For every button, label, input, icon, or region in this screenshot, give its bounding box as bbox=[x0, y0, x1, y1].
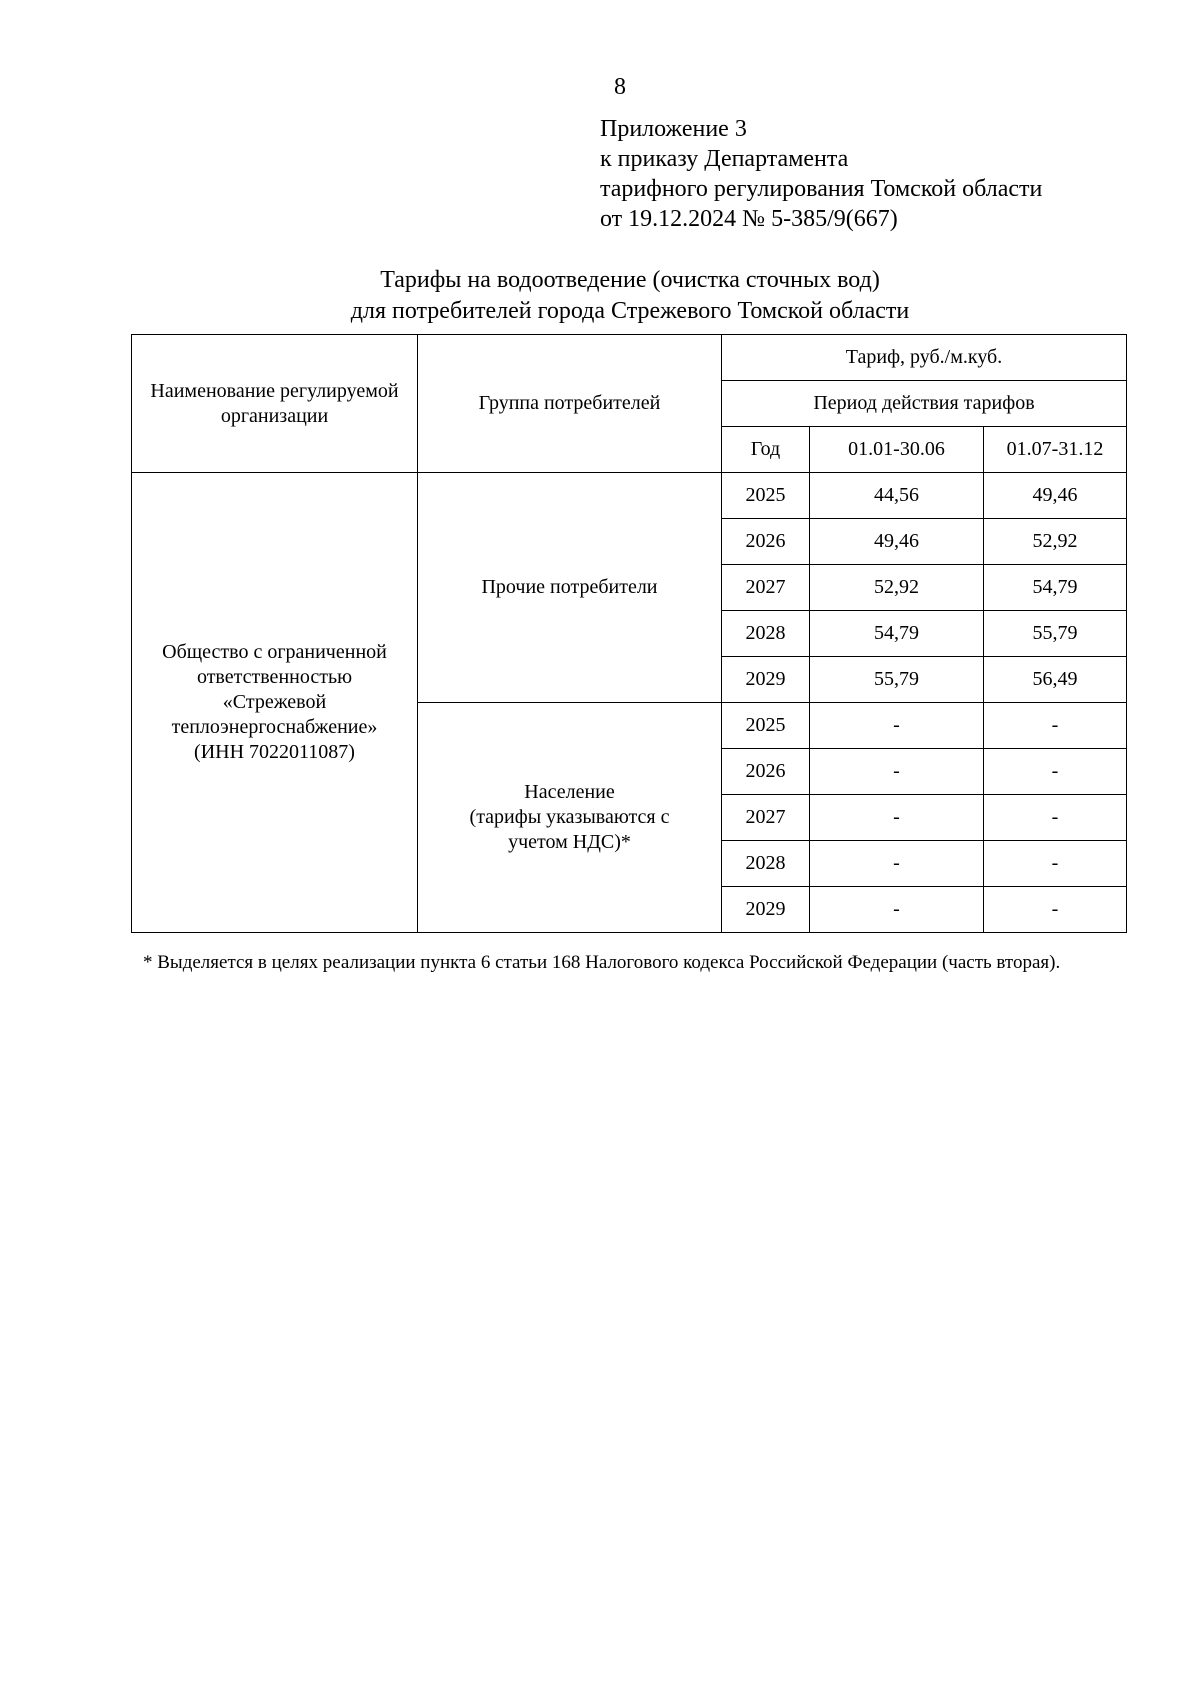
tariff-half1-cell: - bbox=[810, 795, 984, 841]
tariff-half2-cell: - bbox=[984, 795, 1127, 841]
group-population-line: Население bbox=[524, 781, 615, 803]
year-cell: 2027 bbox=[722, 565, 810, 611]
year-cell: 2029 bbox=[722, 887, 810, 933]
header-year: Год bbox=[722, 427, 810, 473]
year-cell: 2029 bbox=[722, 657, 810, 703]
page-number: 8 bbox=[614, 74, 626, 100]
tariff-half2-cell: - bbox=[984, 887, 1127, 933]
organization-cell bbox=[132, 473, 418, 933]
year-cell: 2026 bbox=[722, 749, 810, 795]
organization-line: ответственностью bbox=[196, 666, 353, 688]
tariff-half2-cell: 54,79 bbox=[984, 565, 1127, 611]
title-line: для потребителей города Стрежевого Томской области bbox=[350, 298, 910, 324]
tariff-half2-cell: 52,92 bbox=[984, 519, 1127, 565]
tariff-half1-cell: 54,79 bbox=[810, 611, 984, 657]
table-header-row bbox=[132, 335, 1127, 381]
tariff-half1-cell: - bbox=[810, 749, 984, 795]
title-line: Тарифы на водоотведение (очистка сточных вод) bbox=[380, 267, 880, 293]
tariff-half2-cell: 49,46 bbox=[984, 473, 1127, 519]
header-period: Период действия тарифов bbox=[722, 381, 1127, 427]
organization-line: теплоэнергоснабжение» bbox=[171, 716, 378, 738]
tariff-half2-cell: - bbox=[984, 841, 1127, 887]
group-population-line: учетом НДС)* bbox=[508, 831, 631, 853]
group-population-line: (тарифы указываются с bbox=[469, 806, 670, 828]
tariff-half1-cell: 52,92 bbox=[810, 565, 984, 611]
tariff-table bbox=[131, 334, 1127, 933]
appendix-line: Приложение 3 bbox=[600, 116, 747, 142]
header-half2: 01.07-31.12 bbox=[984, 427, 1127, 473]
header-org-name: Наименование регулируемой организации bbox=[132, 335, 418, 473]
tariff-half1-cell: - bbox=[810, 841, 984, 887]
table-row bbox=[132, 473, 1127, 519]
group-other-consumers: Прочие потребители bbox=[418, 473, 722, 703]
organization-line: (ИНН 7022011087) bbox=[194, 741, 355, 763]
year-cell: 2028 bbox=[722, 841, 810, 887]
year-cell: 2027 bbox=[722, 795, 810, 841]
tariff-half1-cell: 55,79 bbox=[810, 657, 984, 703]
year-cell: 2025 bbox=[722, 473, 810, 519]
year-cell: 2028 bbox=[722, 611, 810, 657]
year-cell: 2025 bbox=[722, 703, 810, 749]
header-tariff: Тариф, руб./м.куб. bbox=[722, 335, 1127, 381]
header-consumer-group: Группа потребителей bbox=[418, 335, 722, 473]
document-title bbox=[130, 265, 1130, 327]
organization-line: Общество с ограниченной bbox=[162, 641, 387, 663]
year-cell: 2026 bbox=[722, 519, 810, 565]
footnote: * Выделяется в целях реализации пункта 6 статьи 168 Налогового кодекса Российской Федерации (часть вторая). bbox=[143, 952, 1061, 973]
tariff-half2-cell: - bbox=[984, 703, 1127, 749]
tariff-half1-cell: - bbox=[810, 703, 984, 749]
organization-line: «Стрежевой bbox=[222, 691, 327, 713]
header-half1: 01.01-30.06 bbox=[810, 427, 984, 473]
tariff-half2-cell: 55,79 bbox=[984, 611, 1127, 657]
appendix-line: к приказу Департамента bbox=[600, 146, 849, 172]
tariff-half2-cell: 56,49 bbox=[984, 657, 1127, 703]
tariff-half1-cell: 49,46 bbox=[810, 519, 984, 565]
appendix-block bbox=[600, 114, 1042, 234]
tariff-half1-cell: - bbox=[810, 887, 984, 933]
tariff-half2-cell: - bbox=[984, 749, 1127, 795]
appendix-line: от 19.12.2024 № 5-385/9(667) bbox=[600, 206, 898, 232]
tariff-half1-cell: 44,56 bbox=[810, 473, 984, 519]
group-population bbox=[418, 703, 722, 933]
appendix-line: тарифного регулирования Томской области bbox=[600, 176, 1043, 202]
